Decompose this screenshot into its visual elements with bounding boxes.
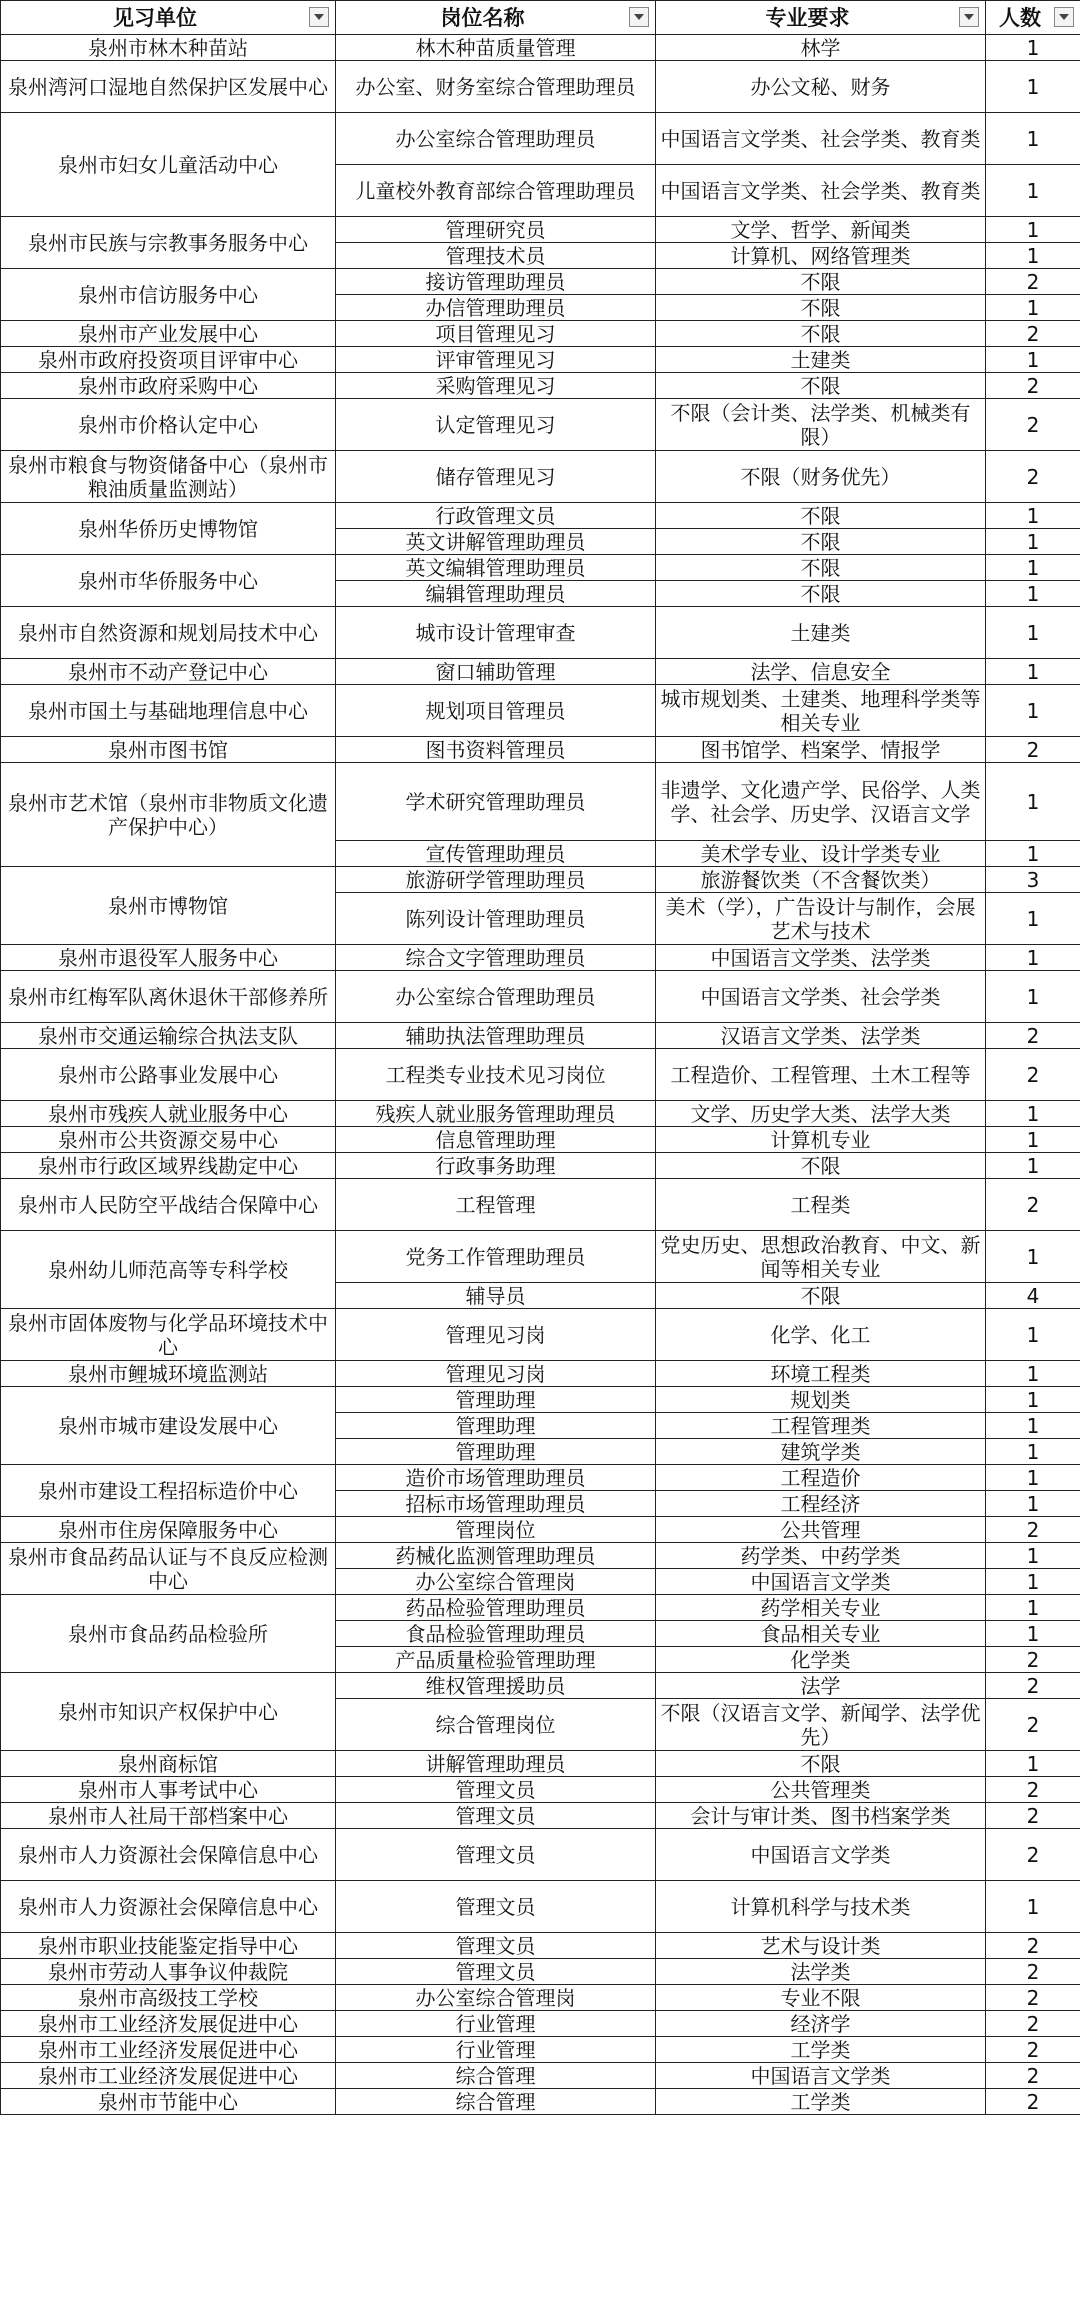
unit-cell[interactable]: 泉州市华侨服务中心 — [1, 555, 336, 607]
filter-dropdown-icon[interactable] — [1054, 7, 1074, 27]
requirement-cell[interactable]: 汉语言文学类、法学类 — [656, 1023, 986, 1049]
requirement-cell[interactable]: 专业不限 — [656, 1985, 986, 2011]
table-row — [1, 1517, 1080, 1543]
requirement-cell[interactable]: 不限 — [656, 295, 986, 321]
count-cell[interactable]: 1 — [986, 1387, 1080, 1413]
requirement-cell[interactable]: 城市规划类、土建类、地理科学类等相关专业 — [656, 685, 986, 737]
unit-cell[interactable]: 泉州市不动产登记中心 — [1, 659, 336, 685]
count-cell[interactable]: 1 — [986, 581, 1080, 607]
table-row — [1, 659, 1080, 685]
requirement-cell[interactable]: 公共管理类 — [656, 1777, 986, 1803]
table-row — [1, 685, 1080, 737]
unit-cell[interactable]: 泉州市知识产权保护中心 — [1, 1673, 336, 1751]
requirement-cell[interactable]: 不限 — [656, 555, 986, 581]
unit-cell[interactable]: 泉州市残疾人就业服务中心 — [1, 1101, 336, 1127]
position-cell[interactable]: 行政事务助理 — [336, 1153, 656, 1179]
requirement-cell[interactable]: 法学、信息安全 — [656, 659, 986, 685]
unit-cell[interactable]: 泉州市公路事业发展中心 — [1, 1049, 336, 1101]
unit-cell[interactable]: 泉州市政府投资项目评审中心 — [1, 347, 336, 373]
requirement-cell[interactable]: 不限（财务优先） — [656, 451, 986, 503]
unit-cell[interactable]: 泉州市城市建设发展中心 — [1, 1387, 336, 1465]
count-cell[interactable]: 2 — [986, 373, 1080, 399]
table-row — [1, 35, 1080, 61]
table-row — [1, 1673, 1080, 1699]
count-cell[interactable]: 4 — [986, 1283, 1080, 1309]
table-row — [1, 2089, 1080, 2115]
table-row — [1, 347, 1080, 373]
table-row — [1, 555, 1080, 581]
table-row — [1, 1959, 1080, 1985]
position-cell[interactable]: 管理助理 — [336, 1439, 656, 1465]
header-unit[interactable]: 见习单位 — [1, 1, 336, 35]
table-row — [1, 321, 1080, 347]
unit-cell[interactable]: 泉州市国土与基础地理信息中心 — [1, 685, 336, 737]
header-position[interactable]: 岗位名称 — [336, 1, 656, 35]
count-cell[interactable]: 2 — [986, 1933, 1080, 1959]
count-cell[interactable]: 1 — [986, 1543, 1080, 1569]
requirement-cell[interactable]: 药学相关专业 — [656, 1595, 986, 1621]
count-cell[interactable]: 1 — [986, 1439, 1080, 1465]
count-cell[interactable]: 1 — [986, 1231, 1080, 1283]
count-cell[interactable]: 2 — [986, 1985, 1080, 2011]
position-cell[interactable]: 药械化监测管理助理员 — [336, 1543, 656, 1569]
table-row — [1, 971, 1080, 1023]
position-cell[interactable]: 窗口辅助管理 — [336, 659, 656, 685]
unit-cell[interactable]: 泉州市节能中心 — [1, 2089, 336, 2115]
count-cell[interactable]: 1 — [986, 529, 1080, 555]
unit-cell[interactable]: 泉州市行政区域界线勘定中心 — [1, 1153, 336, 1179]
position-cell[interactable]: 管理技术员 — [336, 243, 656, 269]
unit-cell[interactable]: 泉州市民族与宗教事务服务中心 — [1, 217, 336, 269]
requirement-cell[interactable]: 建筑学类 — [656, 1439, 986, 1465]
requirement-cell[interactable]: 工程类 — [656, 1179, 986, 1231]
requirement-cell[interactable]: 不限 — [656, 1283, 986, 1309]
count-cell[interactable]: 1 — [986, 1153, 1080, 1179]
unit-cell[interactable]: 泉州市退役军人服务中心 — [1, 945, 336, 971]
position-cell[interactable]: 编辑管理助理员 — [336, 581, 656, 607]
requirement-cell[interactable]: 中国语言文学类 — [656, 1829, 986, 1881]
count-cell[interactable]: 2 — [986, 1699, 1080, 1751]
table-row — [1, 867, 1080, 893]
filter-dropdown-icon[interactable] — [959, 7, 979, 27]
count-cell[interactable]: 1 — [986, 1101, 1080, 1127]
table-row — [1, 1777, 1080, 1803]
unit-cell[interactable]: 泉州市鲤城环境监测站 — [1, 1361, 336, 1387]
requirement-cell[interactable]: 文学、哲学、新闻类 — [656, 217, 986, 243]
requirement-cell[interactable]: 不限 — [656, 269, 986, 295]
position-cell[interactable]: 管理助理 — [336, 1387, 656, 1413]
count-cell[interactable]: 1 — [986, 1361, 1080, 1387]
count-cell[interactable]: 2 — [986, 737, 1080, 763]
position-cell[interactable]: 党务工作管理助理员 — [336, 1231, 656, 1283]
count-cell[interactable]: 1 — [986, 1127, 1080, 1153]
requirement-cell[interactable]: 中国语言文学类、社会学类、教育类 — [656, 113, 986, 165]
requirement-cell[interactable]: 非遗学、文化遗产学、民俗学、人类学、社会学、历史学、汉语言文学 — [656, 763, 986, 841]
count-cell[interactable]: 1 — [986, 685, 1080, 737]
filter-dropdown-icon[interactable] — [629, 7, 649, 27]
count-cell[interactable]: 3 — [986, 867, 1080, 893]
requirement-cell[interactable]: 中国语言文学类、社会学类、教育类 — [656, 165, 986, 217]
unit-cell[interactable]: 泉州市工业经济发展促进中心 — [1, 2011, 336, 2037]
unit-cell[interactable]: 泉州市人力资源社会保障信息中心 — [1, 1829, 336, 1881]
requirement-cell[interactable]: 会计与审计类、图书档案学类 — [656, 1803, 986, 1829]
count-cell[interactable]: 1 — [986, 243, 1080, 269]
count-cell[interactable]: 1 — [986, 763, 1080, 841]
filter-dropdown-icon[interactable] — [309, 7, 329, 27]
table-row — [1, 217, 1080, 243]
unit-cell[interactable]: 泉州市妇女儿童活动中心 — [1, 113, 336, 217]
position-cell[interactable]: 行政管理文员 — [336, 503, 656, 529]
requirement-cell[interactable]: 计算机、网络管理类 — [656, 243, 986, 269]
count-cell[interactable]: 1 — [986, 841, 1080, 867]
requirement-cell[interactable]: 美术学专业、设计学类专业 — [656, 841, 986, 867]
table-row — [1, 2037, 1080, 2063]
count-cell[interactable]: 1 — [986, 1491, 1080, 1517]
count-cell[interactable]: 1 — [986, 1465, 1080, 1491]
position-cell[interactable]: 规划项目管理员 — [336, 685, 656, 737]
count-cell[interactable]: 1 — [986, 1595, 1080, 1621]
table-row — [1, 269, 1080, 295]
requirement-cell[interactable]: 工程造价、工程管理、土木工程等 — [656, 1049, 986, 1101]
count-cell[interactable]: 1 — [986, 217, 1080, 243]
count-cell[interactable]: 1 — [986, 1569, 1080, 1595]
count-cell[interactable]: 1 — [986, 1309, 1080, 1361]
count-cell[interactable]: 1 — [986, 165, 1080, 217]
position-cell[interactable]: 维权管理援助员 — [336, 1673, 656, 1699]
table-row — [1, 1881, 1080, 1933]
requirement-cell[interactable]: 不限 — [656, 1751, 986, 1777]
count-cell[interactable]: 1 — [986, 555, 1080, 581]
count-cell[interactable]: 2 — [986, 1023, 1080, 1049]
position-cell[interactable]: 行业管理 — [336, 2011, 656, 2037]
requirement-cell[interactable]: 不限 — [656, 529, 986, 555]
requirement-cell[interactable]: 林学 — [656, 35, 986, 61]
table-row — [1, 451, 1080, 503]
unit-cell[interactable]: 泉州市价格认定中心 — [1, 399, 336, 451]
unit-cell[interactable]: 泉州市自然资源和规划局技术中心 — [1, 607, 336, 659]
position-cell[interactable]: 综合管理 — [336, 2063, 656, 2089]
unit-cell[interactable]: 泉州市公共资源交易中心 — [1, 1127, 336, 1153]
unit-cell[interactable]: 泉州市人社局干部档案中心 — [1, 1803, 336, 1829]
position-cell[interactable]: 认定管理见习 — [336, 399, 656, 451]
position-cell[interactable]: 评审管理见习 — [336, 347, 656, 373]
count-cell[interactable]: 2 — [986, 1179, 1080, 1231]
position-cell[interactable]: 管理文员 — [336, 1881, 656, 1933]
requirement-cell[interactable]: 党史历史、思想政治教育、中文、新闻等相关专业 — [656, 1231, 986, 1283]
position-cell[interactable]: 药品检验管理助理员 — [336, 1595, 656, 1621]
table-row — [1, 2063, 1080, 2089]
unit-cell[interactable]: 泉州市建设工程招标造价中心 — [1, 1465, 336, 1517]
position-cell[interactable]: 工程管理 — [336, 1179, 656, 1231]
requirement-cell[interactable]: 工程造价 — [656, 1465, 986, 1491]
count-cell[interactable]: 2 — [986, 1803, 1080, 1829]
table-row — [1, 1933, 1080, 1959]
position-cell[interactable]: 采购管理见习 — [336, 373, 656, 399]
count-cell[interactable]: 2 — [986, 269, 1080, 295]
requirement-cell[interactable]: 旅游餐饮类（不含餐饮类） — [656, 867, 986, 893]
position-cell[interactable]: 办公室综合管理助理员 — [336, 113, 656, 165]
count-cell[interactable]: 1 — [986, 295, 1080, 321]
requirement-cell[interactable]: 法学 — [656, 1673, 986, 1699]
position-cell[interactable]: 管理研究员 — [336, 217, 656, 243]
position-cell[interactable]: 综合管理 — [336, 2089, 656, 2115]
requirement-cell[interactable]: 不限（会计类、法学类、机械类有限） — [656, 399, 986, 451]
count-cell[interactable]: 1 — [986, 971, 1080, 1023]
header-requirement[interactable]: 专业要求 — [656, 1, 986, 35]
position-cell[interactable]: 管理文员 — [336, 1777, 656, 1803]
position-cell[interactable]: 办公室综合管理岗 — [336, 1985, 656, 2011]
count-cell[interactable]: 2 — [986, 1673, 1080, 1699]
requirement-cell[interactable]: 不限 — [656, 373, 986, 399]
table-row — [1, 1231, 1080, 1283]
count-cell[interactable]: 1 — [986, 945, 1080, 971]
requirement-cell[interactable]: 食品相关专业 — [656, 1621, 986, 1647]
requirement-cell[interactable]: 工程管理类 — [656, 1413, 986, 1439]
count-cell[interactable]: 2 — [986, 2037, 1080, 2063]
unit-cell[interactable]: 泉州市粮食与物资储备中心（泉州市粮油质量监测站） — [1, 451, 336, 503]
unit-cell[interactable]: 泉州市博物馆 — [1, 867, 336, 945]
unit-cell[interactable]: 泉州幼儿师范高等专科学校 — [1, 1231, 336, 1309]
position-cell[interactable]: 残疾人就业服务管理助理员 — [336, 1101, 656, 1127]
table-row — [1, 1803, 1080, 1829]
count-cell[interactable]: 1 — [986, 35, 1080, 61]
count-cell[interactable]: 2 — [986, 2011, 1080, 2037]
table-row — [1, 1101, 1080, 1127]
unit-cell[interactable]: 泉州市住房保障服务中心 — [1, 1517, 336, 1543]
unit-cell[interactable]: 泉州市食品药品认证与不良反应检测中心 — [1, 1543, 336, 1595]
position-cell[interactable]: 管理文员 — [336, 1803, 656, 1829]
count-cell[interactable]: 1 — [986, 893, 1080, 945]
requirement-cell[interactable]: 土建类 — [656, 607, 986, 659]
requirement-cell[interactable]: 计算机科学与技术类 — [656, 1881, 986, 1933]
unit-cell[interactable]: 泉州市林木种苗站 — [1, 35, 336, 61]
table-row — [1, 607, 1080, 659]
requirement-cell[interactable]: 不限 — [656, 321, 986, 347]
position-cell[interactable]: 接访管理助理员 — [336, 269, 656, 295]
requirement-cell[interactable]: 土建类 — [656, 347, 986, 373]
requirement-cell[interactable]: 计算机专业 — [656, 1127, 986, 1153]
count-cell[interactable]: 2 — [986, 1829, 1080, 1881]
position-cell[interactable]: 招标市场管理助理员 — [336, 1491, 656, 1517]
position-cell[interactable]: 管理文员 — [336, 1959, 656, 1985]
count-cell[interactable]: 1 — [986, 1413, 1080, 1439]
position-cell[interactable]: 城市设计管理审查 — [336, 607, 656, 659]
count-cell[interactable]: 2 — [986, 2063, 1080, 2089]
table-row — [1, 1179, 1080, 1231]
position-cell[interactable]: 图书资料管理员 — [336, 737, 656, 763]
table-row — [1, 1595, 1080, 1621]
table-row — [1, 1829, 1080, 1881]
count-cell[interactable]: 1 — [986, 1881, 1080, 1933]
table-row — [1, 2011, 1080, 2037]
position-cell[interactable]: 行业管理 — [336, 2037, 656, 2063]
table-row — [1, 945, 1080, 971]
position-cell[interactable]: 综合文字管理助理员 — [336, 945, 656, 971]
unit-cell[interactable]: 泉州市工业经济发展促进中心 — [1, 2063, 336, 2089]
table-row — [1, 1751, 1080, 1777]
requirement-cell[interactable]: 文学、历史学大类、法学大类 — [656, 1101, 986, 1127]
table-row — [1, 1153, 1080, 1179]
requirement-cell[interactable]: 环境工程类 — [656, 1361, 986, 1387]
table-row — [1, 763, 1080, 841]
position-cell[interactable]: 储存管理见习 — [336, 451, 656, 503]
table-row — [1, 113, 1080, 165]
count-cell[interactable]: 2 — [986, 399, 1080, 451]
unit-cell[interactable]: 泉州市人事考试中心 — [1, 1777, 336, 1803]
requirement-cell[interactable]: 经济学 — [656, 2011, 986, 2037]
table-row — [1, 373, 1080, 399]
header-count[interactable]: 人数 — [986, 1, 1080, 35]
count-cell[interactable]: 2 — [986, 321, 1080, 347]
unit-cell[interactable]: 泉州市工业经济发展促进中心 — [1, 2037, 336, 2063]
table-row — [1, 1309, 1080, 1361]
position-cell[interactable]: 辅助执法管理助理员 — [336, 1023, 656, 1049]
table-row — [1, 1127, 1080, 1153]
position-cell[interactable]: 办公室、财务室综合管理助理员 — [336, 61, 656, 113]
position-cell[interactable]: 项目管理见习 — [336, 321, 656, 347]
position-cell[interactable]: 综合管理岗位 — [336, 1699, 656, 1751]
position-cell[interactable]: 工程类专业技术见习岗位 — [336, 1049, 656, 1101]
position-cell[interactable]: 信息管理助理 — [336, 1127, 656, 1153]
requirement-cell[interactable]: 中国语言文学类、法学类 — [656, 945, 986, 971]
table-row — [1, 399, 1080, 451]
position-cell[interactable]: 产品质量检验管理助理 — [336, 1647, 656, 1673]
count-cell[interactable]: 2 — [986, 2089, 1080, 2115]
position-cell[interactable]: 儿童校外教育部综合管理助理员 — [336, 165, 656, 217]
position-cell[interactable]: 造价市场管理助理员 — [336, 1465, 656, 1491]
position-cell[interactable]: 管理见习岗 — [336, 1309, 656, 1361]
unit-cell[interactable]: 泉州市信访服务中心 — [1, 269, 336, 321]
requirement-cell[interactable]: 工学类 — [656, 2089, 986, 2115]
unit-cell[interactable]: 泉州市产业发展中心 — [1, 321, 336, 347]
unit-cell[interactable]: 泉州市食品药品检验所 — [1, 1595, 336, 1673]
unit-cell[interactable]: 泉州商标馆 — [1, 1751, 336, 1777]
position-cell[interactable]: 宣传管理助理员 — [336, 841, 656, 867]
position-cell[interactable]: 管理见习岗 — [336, 1361, 656, 1387]
position-cell[interactable]: 管理文员 — [336, 1829, 656, 1881]
position-cell[interactable]: 食品检验管理助理员 — [336, 1621, 656, 1647]
table-row — [1, 1023, 1080, 1049]
unit-cell[interactable]: 泉州湾河口湿地自然保护区发展中心 — [1, 61, 336, 113]
unit-cell[interactable]: 泉州市人民防空平战结合保障中心 — [1, 1179, 336, 1231]
position-cell[interactable]: 英文讲解管理助理员 — [336, 529, 656, 555]
unit-cell[interactable]: 泉州市固体废物与化学品环境技术中心 — [1, 1309, 336, 1361]
count-cell[interactable]: 2 — [986, 1647, 1080, 1673]
requirement-cell[interactable]: 不限 — [656, 581, 986, 607]
requirement-cell[interactable]: 公共管理 — [656, 1517, 986, 1543]
requirement-cell[interactable]: 不限 — [656, 503, 986, 529]
table-row — [1, 1049, 1080, 1101]
requirement-cell[interactable]: 中国语言文学类 — [656, 1569, 986, 1595]
table-row — [1, 1387, 1080, 1413]
unit-cell[interactable]: 泉州市职业技能鉴定指导中心 — [1, 1933, 336, 1959]
count-cell[interactable]: 1 — [986, 503, 1080, 529]
requirement-cell[interactable]: 规划类 — [656, 1387, 986, 1413]
position-cell[interactable]: 管理文员 — [336, 1933, 656, 1959]
header-row — [1, 1, 1080, 35]
count-cell[interactable]: 1 — [986, 1751, 1080, 1777]
count-cell[interactable]: 2 — [986, 1777, 1080, 1803]
requirement-cell[interactable]: 不限 — [656, 1153, 986, 1179]
unit-cell[interactable]: 泉州市艺术馆（泉州市非物质文化遗产保护中心） — [1, 763, 336, 867]
position-cell[interactable]: 学术研究管理助理员 — [336, 763, 656, 841]
count-cell[interactable]: 1 — [986, 61, 1080, 113]
count-cell[interactable]: 1 — [986, 659, 1080, 685]
count-cell[interactable]: 2 — [986, 451, 1080, 503]
requirement-cell[interactable]: 中国语言文学类、社会学类 — [656, 971, 986, 1023]
requirement-cell[interactable]: 化学、化工 — [656, 1309, 986, 1361]
table-row — [1, 737, 1080, 763]
requirement-cell[interactable]: 工程经济 — [656, 1491, 986, 1517]
count-cell[interactable]: 2 — [986, 1517, 1080, 1543]
table-row — [1, 1465, 1080, 1491]
position-cell[interactable]: 办公室综合管理助理员 — [336, 971, 656, 1023]
requirement-cell[interactable]: 中国语言文学类 — [656, 2063, 986, 2089]
unit-cell[interactable]: 泉州市人力资源社会保障信息中心 — [1, 1881, 336, 1933]
table-row — [1, 61, 1080, 113]
table-row — [1, 1361, 1080, 1387]
count-cell[interactable]: 1 — [986, 347, 1080, 373]
count-cell[interactable]: 2 — [986, 1959, 1080, 1985]
position-cell[interactable]: 办公室综合管理岗 — [336, 1569, 656, 1595]
requirement-cell[interactable]: 法学类 — [656, 1959, 986, 1985]
position-cell[interactable]: 讲解管理助理员 — [336, 1751, 656, 1777]
count-cell[interactable]: 1 — [986, 1621, 1080, 1647]
requirement-cell[interactable]: 艺术与设计类 — [656, 1933, 986, 1959]
position-cell[interactable]: 英文编辑管理助理员 — [336, 555, 656, 581]
unit-cell[interactable]: 泉州市图书馆 — [1, 737, 336, 763]
position-cell[interactable]: 陈列设计管理助理员 — [336, 893, 656, 945]
requirement-cell[interactable]: 药学类、中药学类 — [656, 1543, 986, 1569]
table-row — [1, 1985, 1080, 2011]
requirement-cell[interactable]: 化学类 — [656, 1647, 986, 1673]
unit-cell[interactable]: 泉州市交通运输综合执法支队 — [1, 1023, 336, 1049]
requirement-cell[interactable]: 美术（学），广告设计与制作，会展艺术与技术 — [656, 893, 986, 945]
position-cell[interactable]: 办信管理助理员 — [336, 295, 656, 321]
unit-cell[interactable]: 泉州市高级技工学校 — [1, 1985, 336, 2011]
requirement-cell[interactable]: 工学类 — [656, 2037, 986, 2063]
count-cell[interactable]: 2 — [986, 1049, 1080, 1101]
requirement-cell[interactable]: 办公文秘、财务 — [656, 61, 986, 113]
position-cell[interactable]: 旅游研学管理助理员 — [336, 867, 656, 893]
table-row — [1, 503, 1080, 529]
table-body — [1, 35, 1080, 2115]
position-cell[interactable]: 管理助理 — [336, 1413, 656, 1439]
count-cell[interactable]: 1 — [986, 113, 1080, 165]
unit-cell[interactable]: 泉州市政府采购中心 — [1, 373, 336, 399]
requirement-cell[interactable]: 不限（汉语言文学、新闻学、法学优先） — [656, 1699, 986, 1751]
unit-cell[interactable]: 泉州市劳动人事争议仲裁院 — [1, 1959, 336, 1985]
table-row — [1, 1543, 1080, 1569]
unit-cell[interactable]: 泉州市红梅军队离休退休干部修养所 — [1, 971, 336, 1023]
count-cell[interactable]: 1 — [986, 607, 1080, 659]
position-cell[interactable]: 林木种苗质量管理 — [336, 35, 656, 61]
requirement-cell[interactable]: 图书馆学、档案学、情报学 — [656, 737, 986, 763]
unit-cell[interactable]: 泉州华侨历史博物馆 — [1, 503, 336, 555]
position-cell[interactable]: 管理岗位 — [336, 1517, 656, 1543]
position-cell[interactable]: 辅导员 — [336, 1283, 656, 1309]
